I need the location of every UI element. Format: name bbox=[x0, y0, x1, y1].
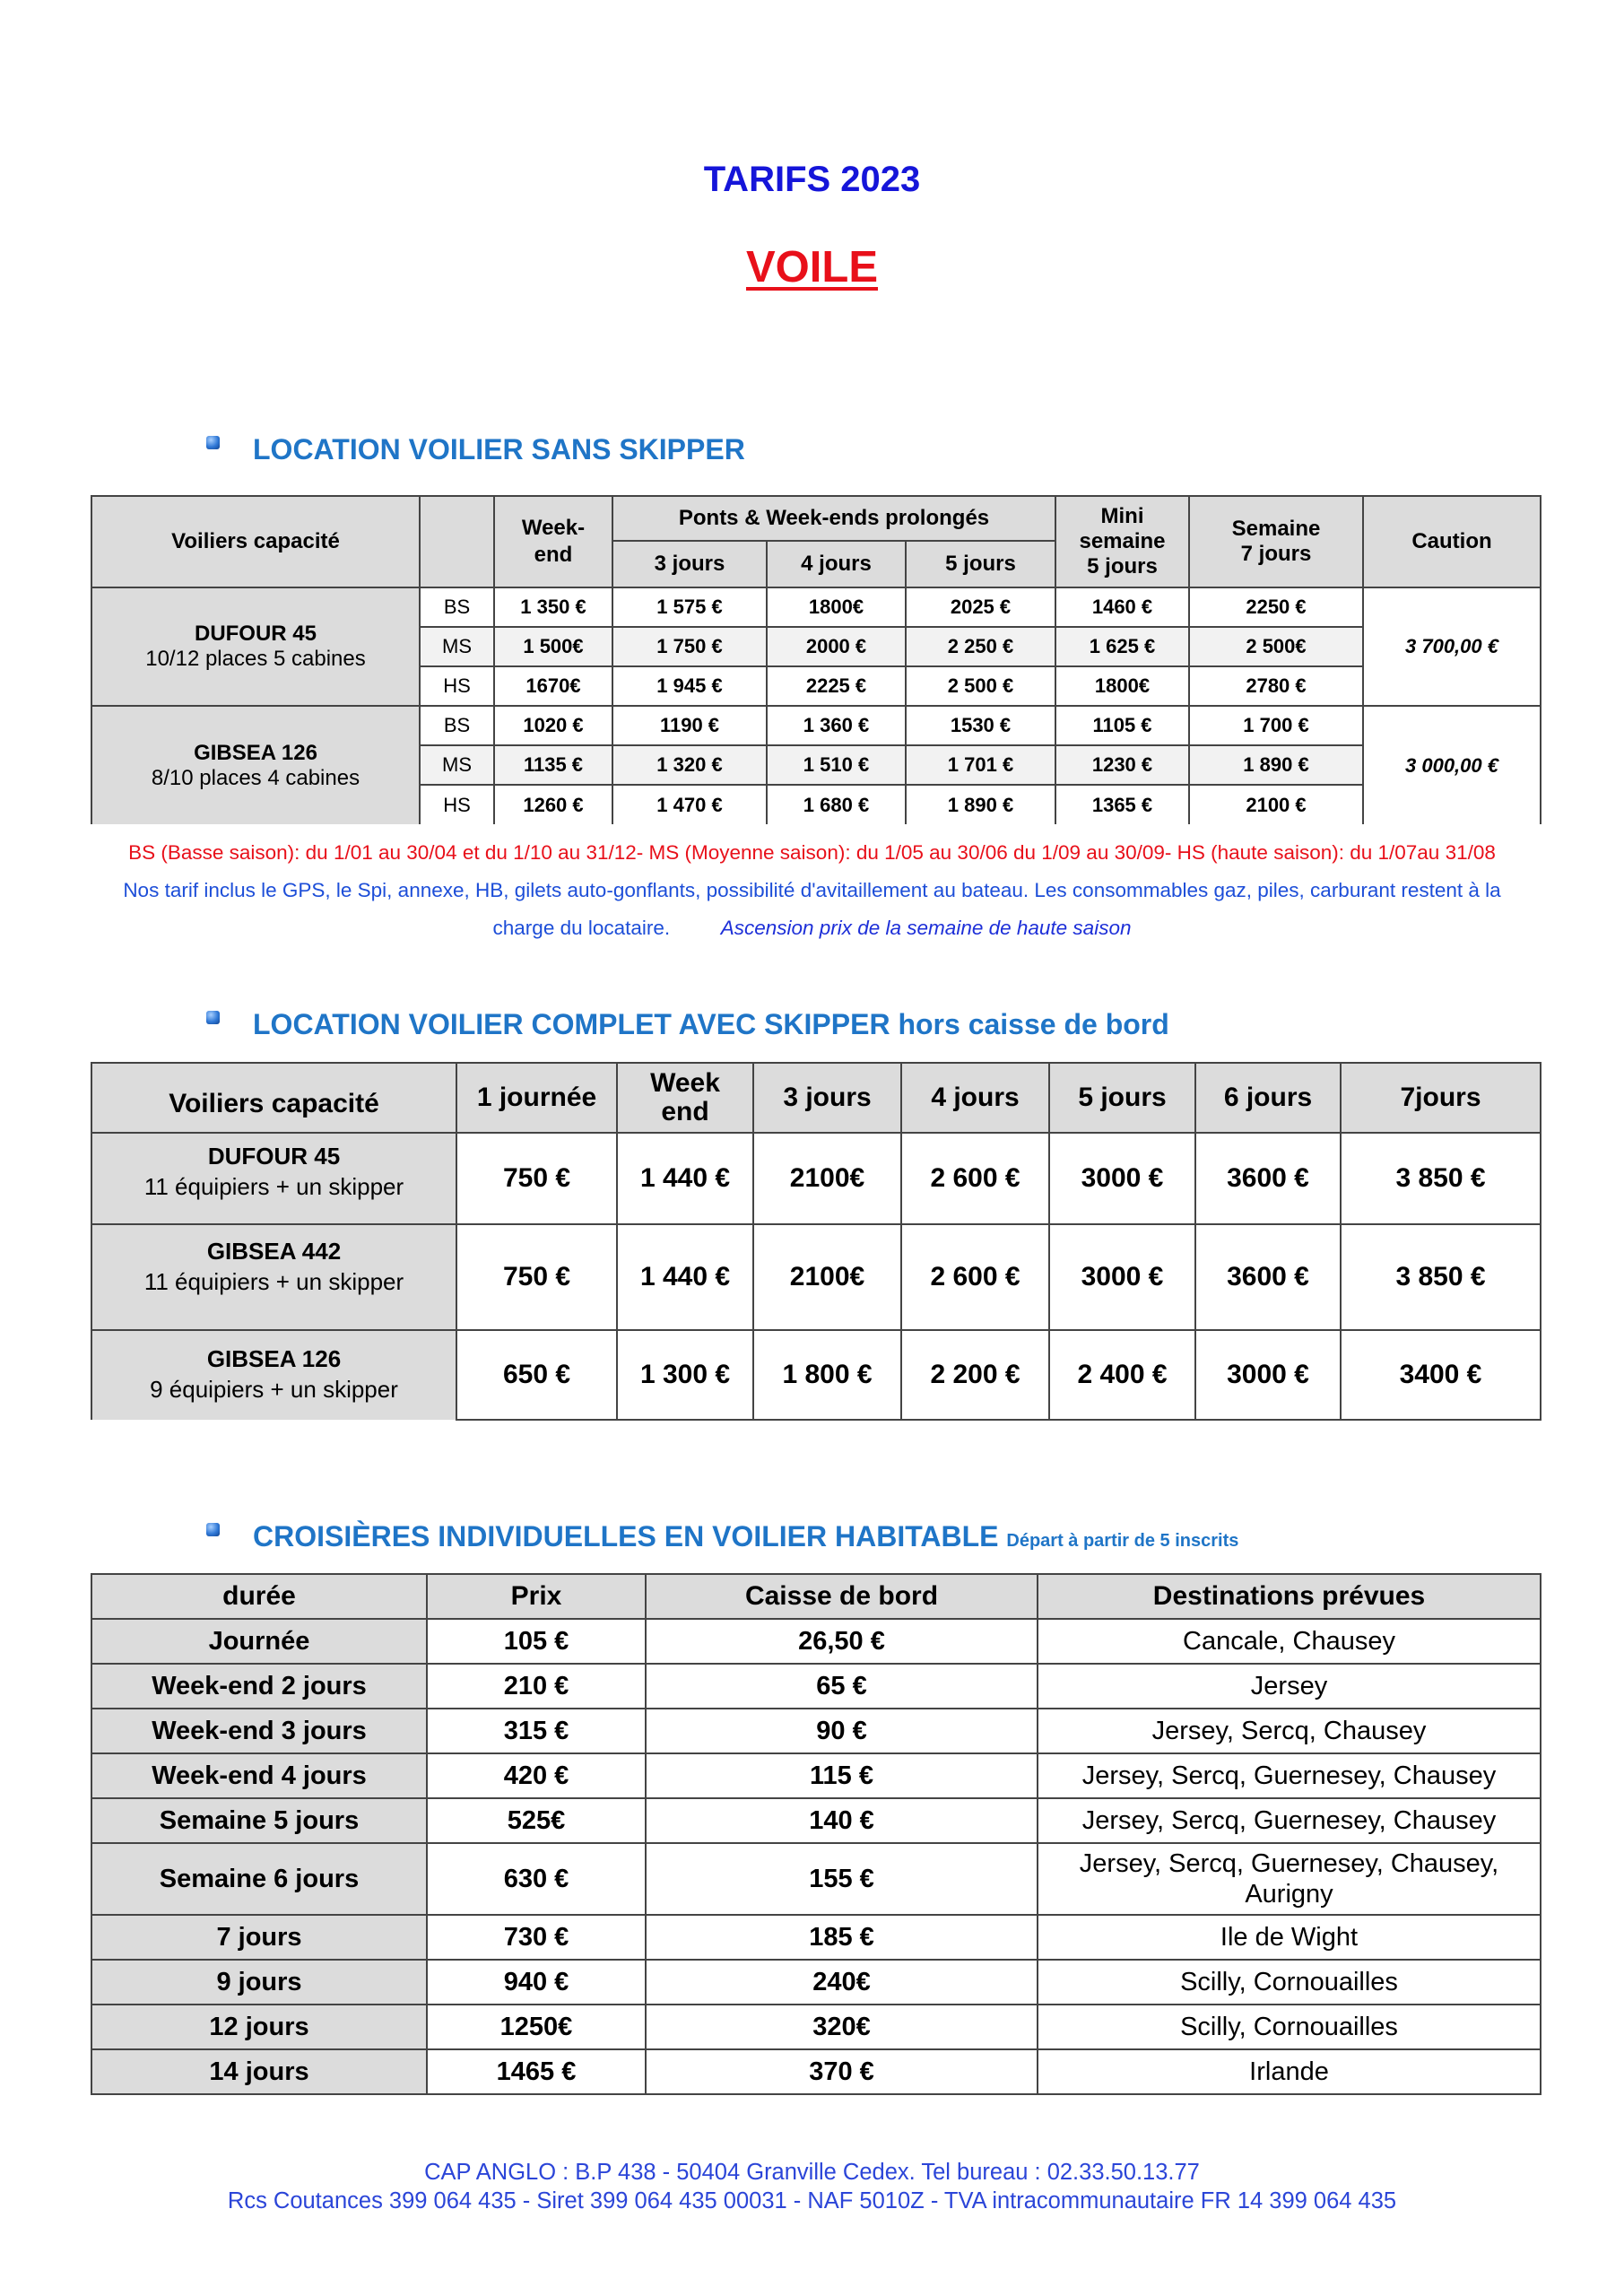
prix-cell: 315 € bbox=[427, 1709, 646, 1753]
price-cell: 2780 € bbox=[1189, 666, 1363, 706]
header-boat: Voiliers capacité bbox=[91, 496, 420, 587]
table-croisieres bbox=[91, 1573, 1541, 2095]
table-row bbox=[91, 1753, 1541, 1798]
section1-notes bbox=[0, 834, 1624, 947]
price-cell: 2100€ bbox=[753, 1133, 901, 1224]
duree-cell: 14 jours bbox=[91, 2049, 427, 2094]
table-location-sans-skipper bbox=[91, 495, 1541, 824]
header-3-jours: 3 jours bbox=[612, 541, 767, 587]
price-cell: 2 250 € bbox=[906, 627, 1055, 666]
table-row bbox=[91, 1330, 1541, 1420]
bullet-icon bbox=[206, 436, 220, 449]
caution-cell: 3 700,00 € bbox=[1363, 587, 1541, 706]
caisse-cell: 155 € bbox=[646, 1843, 1038, 1915]
duree-cell: Semaine 6 jours bbox=[91, 1843, 427, 1915]
boat-cell bbox=[91, 1133, 456, 1224]
season-label: MS bbox=[420, 745, 494, 785]
price-cell: 1 500€ bbox=[494, 627, 612, 666]
caisse-cell: 320€ bbox=[646, 2005, 1038, 2049]
duree-cell: Week-end 2 jours bbox=[91, 1664, 427, 1709]
header-week-end: Week end bbox=[617, 1063, 753, 1133]
destination-cell: Jersey bbox=[1038, 1664, 1541, 1709]
table-location-avec-skipper bbox=[91, 1062, 1541, 1421]
caisse-cell: 185 € bbox=[646, 1915, 1038, 1960]
price-cell: 1230 € bbox=[1055, 745, 1189, 785]
included-note: Nos tarif inclus le GPS, le Spi, annexe, HB, gilets auto-gonflants, possibilité d'avitaillement au bateau. Les consommables gaz, piles, carburant restent à la bbox=[123, 879, 1501, 901]
price-cell: 2025 € bbox=[906, 587, 1055, 627]
table-row bbox=[91, 706, 1541, 745]
price-cell: 2 600 € bbox=[901, 1133, 1049, 1224]
price-cell: 1 701 € bbox=[906, 745, 1055, 785]
section2-heading: LOCATION VOILIER COMPLET AVEC SKIPPER hors caisse de bord bbox=[253, 1008, 1169, 1040]
prix-cell: 1465 € bbox=[427, 2049, 646, 2094]
header-7-jours: 7jours bbox=[1341, 1063, 1541, 1133]
price-cell: 1 890 € bbox=[906, 785, 1055, 824]
caisse-cell: 370 € bbox=[646, 2049, 1038, 2094]
boat-crew: 11 équipiers + un skipper bbox=[143, 1173, 404, 1200]
price-cell: 2000 € bbox=[767, 627, 906, 666]
boat-crew: 11 équipiers + un skipper bbox=[143, 1268, 404, 1295]
destination-cell: Cancale, Chausey bbox=[1038, 1619, 1541, 1664]
section3-heading-note: Départ à partir de 5 inscrits bbox=[1006, 1531, 1239, 1551]
season-label: MS bbox=[420, 627, 494, 666]
boat-name: GIBSEA 126 bbox=[194, 740, 317, 765]
table-row bbox=[91, 1709, 1541, 1753]
destination-cell: Jersey, Sercq, Guernesey, Chausey, Aurigny bbox=[1038, 1843, 1541, 1915]
boat-cell bbox=[91, 1330, 456, 1420]
price-cell: 1 890 € bbox=[1189, 745, 1363, 785]
price-cell: 750 € bbox=[456, 1224, 617, 1330]
price-cell: 2100€ bbox=[753, 1224, 901, 1330]
header-weekend: Week- end bbox=[494, 496, 612, 587]
price-cell: 650 € bbox=[456, 1330, 617, 1420]
caisse-cell: 90 € bbox=[646, 1709, 1038, 1753]
header-destinations: Destinations prévues bbox=[1038, 1574, 1541, 1619]
season-label: HS bbox=[420, 785, 494, 824]
table-row bbox=[91, 1843, 1541, 1915]
footer bbox=[0, 2158, 1624, 2215]
header-3-jours: 3 jours bbox=[753, 1063, 901, 1133]
boat-name: DUFOUR 45 bbox=[194, 622, 317, 646]
price-cell: 1 470 € bbox=[612, 785, 767, 824]
price-cell: 2 600 € bbox=[901, 1224, 1049, 1330]
section3-heading bbox=[253, 1520, 1238, 1553]
price-cell: 1 575 € bbox=[612, 587, 767, 627]
table-row bbox=[91, 587, 1541, 627]
price-cell: 1 680 € bbox=[767, 785, 906, 824]
footer-legal: Rcs Coutances 399 064 435 - Siret 399 064 435 00031 - NAF 5010Z - TVA intracommunautaire FR 14 399 064 435 bbox=[227, 2188, 1397, 2213]
price-cell: 1190 € bbox=[612, 706, 767, 745]
boat-crew: 9 équipiers + un skipper bbox=[150, 1376, 398, 1403]
price-cell: 3600 € bbox=[1195, 1133, 1341, 1224]
caisse-cell: 115 € bbox=[646, 1753, 1038, 1798]
destination-cell: Ile de Wight bbox=[1038, 1915, 1541, 1960]
price-cell: 3600 € bbox=[1195, 1224, 1341, 1330]
header-5-jours: 5 jours bbox=[906, 541, 1055, 587]
header-1-journee: 1 journée bbox=[456, 1063, 617, 1133]
caisse-cell: 140 € bbox=[646, 1798, 1038, 1843]
caution-cell: 3 000,00 € bbox=[1363, 706, 1541, 824]
price-cell: 1800€ bbox=[767, 587, 906, 627]
header-ponts: Ponts & Week-ends prolongés bbox=[612, 496, 1055, 541]
seasons-note: BS (Basse saison): du 1/01 au 30/04 et du 1/10 au 31/12- MS (Moyenne saison): du 1/05 au 30/06 du 1/09 au 30/09- HS (haute saison): du 1/07au 31/08 bbox=[128, 841, 1496, 864]
price-cell: 1105 € bbox=[1055, 706, 1189, 745]
destination-cell: Irlande bbox=[1038, 2049, 1541, 2094]
boat-cell bbox=[91, 1224, 456, 1330]
included-note-line2 bbox=[0, 909, 1624, 947]
price-cell: 1260 € bbox=[494, 785, 612, 824]
header-caution: Caution bbox=[1363, 496, 1541, 587]
duree-cell: 12 jours bbox=[91, 2005, 427, 2049]
season-label: BS bbox=[420, 587, 494, 627]
header-4-jours: 4 jours bbox=[901, 1063, 1049, 1133]
price-cell: 2 500€ bbox=[1189, 627, 1363, 666]
table-row bbox=[91, 1960, 1541, 2005]
table-row bbox=[91, 1619, 1541, 1664]
price-cell: 1365 € bbox=[1055, 785, 1189, 824]
page-subtitle: VOILE bbox=[745, 243, 879, 291]
header-semaine: Semaine 7 jours bbox=[1189, 496, 1363, 587]
included-note-end: charge du locataire. bbox=[492, 917, 671, 939]
duree-cell: Week-end 4 jours bbox=[91, 1753, 427, 1798]
caisse-cell: 26,50 € bbox=[646, 1619, 1038, 1664]
table-row bbox=[91, 1915, 1541, 1960]
price-cell: 1 320 € bbox=[612, 745, 767, 785]
header-duree: durée bbox=[91, 1574, 427, 1619]
header-6-jours: 6 jours bbox=[1195, 1063, 1341, 1133]
ascension-note: Ascension prix de la semaine de haute saison bbox=[720, 917, 1132, 939]
bullet-icon bbox=[206, 1523, 220, 1536]
prix-cell: 105 € bbox=[427, 1619, 646, 1664]
boat-cell bbox=[91, 706, 420, 824]
table-row bbox=[91, 2049, 1541, 2094]
table-row bbox=[91, 1133, 1541, 1224]
boat-cell bbox=[91, 587, 420, 706]
boat-name: GIBSEA 126 bbox=[206, 1345, 342, 1372]
bullet-icon bbox=[206, 1011, 220, 1024]
price-cell: 750 € bbox=[456, 1133, 617, 1224]
header-season bbox=[420, 496, 494, 587]
footer-address: CAP ANGLO : B.P 438 - 50404 Granville Cedex. Tel bureau : 02.33.50.13.77 bbox=[424, 2160, 1200, 2185]
boat-name: DUFOUR 45 bbox=[207, 1143, 341, 1170]
prix-cell: 1250€ bbox=[427, 2005, 646, 2049]
duree-cell: Semaine 5 jours bbox=[91, 1798, 427, 1843]
price-cell: 2100 € bbox=[1189, 785, 1363, 824]
destination-cell: Scilly, Cornouailles bbox=[1038, 2005, 1541, 2049]
table-row bbox=[91, 1798, 1541, 1843]
header-caisse: Caisse de bord bbox=[646, 1574, 1038, 1619]
price-cell: 1 945 € bbox=[612, 666, 767, 706]
prix-cell: 940 € bbox=[427, 1960, 646, 2005]
header-boat: Voiliers capacité bbox=[91, 1063, 456, 1133]
header-prix: Prix bbox=[427, 1574, 646, 1619]
table-row bbox=[91, 1224, 1541, 1330]
price-cell: 1 700 € bbox=[1189, 706, 1363, 745]
price-cell: 2 200 € bbox=[901, 1330, 1049, 1420]
page-title: TARIFS 2023 bbox=[703, 160, 921, 199]
table-row bbox=[91, 1664, 1541, 1709]
price-cell: 2 400 € bbox=[1049, 1330, 1195, 1420]
price-cell: 1 440 € bbox=[617, 1224, 753, 1330]
price-cell: 1135 € bbox=[494, 745, 612, 785]
price-cell: 3 850 € bbox=[1341, 1224, 1541, 1330]
price-cell: 2 500 € bbox=[906, 666, 1055, 706]
boat-name: GIBSEA 442 bbox=[206, 1238, 342, 1265]
boat-capacity: 10/12 places 5 cabines bbox=[145, 647, 366, 671]
price-cell: 1800€ bbox=[1055, 666, 1189, 706]
price-cell: 2250 € bbox=[1189, 587, 1363, 627]
caisse-cell: 65 € bbox=[646, 1664, 1038, 1709]
duree-cell: Journée bbox=[91, 1619, 427, 1664]
duree-cell: 7 jours bbox=[91, 1915, 427, 1960]
price-cell: 3400 € bbox=[1341, 1330, 1541, 1420]
header-5-jours: 5 jours bbox=[1049, 1063, 1195, 1133]
boat-capacity: 8/10 places 4 cabines bbox=[151, 765, 360, 790]
price-cell: 1670€ bbox=[494, 666, 612, 706]
prix-cell: 630 € bbox=[427, 1843, 646, 1915]
prix-cell: 730 € bbox=[427, 1915, 646, 1960]
price-cell: 3000 € bbox=[1195, 1330, 1341, 1420]
header-4-jours: 4 jours bbox=[767, 541, 906, 587]
prix-cell: 420 € bbox=[427, 1753, 646, 1798]
price-cell: 3000 € bbox=[1049, 1133, 1195, 1224]
price-cell: 2225 € bbox=[767, 666, 906, 706]
price-cell: 1 800 € bbox=[753, 1330, 901, 1420]
price-cell: 3 850 € bbox=[1341, 1133, 1541, 1224]
price-cell: 1530 € bbox=[906, 706, 1055, 745]
prix-cell: 210 € bbox=[427, 1664, 646, 1709]
section1-heading: LOCATION VOILIER SANS SKIPPER bbox=[253, 433, 745, 465]
section3-heading-text: CROISIÈRES INDIVIDUELLES EN VOILIER HABITABLE bbox=[253, 1520, 999, 1552]
destination-cell: Jersey, Sercq, Guernesey, Chausey bbox=[1038, 1753, 1541, 1798]
price-cell: 1460 € bbox=[1055, 587, 1189, 627]
destination-cell: Scilly, Cornouailles bbox=[1038, 1960, 1541, 2005]
price-cell: 1 360 € bbox=[767, 706, 906, 745]
destination-cell: Jersey, Sercq, Chausey bbox=[1038, 1709, 1541, 1753]
header-mini-semaine: Mini semaine 5 jours bbox=[1055, 496, 1189, 587]
price-cell: 1 625 € bbox=[1055, 627, 1189, 666]
price-cell: 1 510 € bbox=[767, 745, 906, 785]
prix-cell: 525€ bbox=[427, 1798, 646, 1843]
price-cell: 1 750 € bbox=[612, 627, 767, 666]
duree-cell: Week-end 3 jours bbox=[91, 1709, 427, 1753]
price-cell: 1 300 € bbox=[617, 1330, 753, 1420]
destination-cell: Jersey, Sercq, Guernesey, Chausey bbox=[1038, 1798, 1541, 1843]
season-label: HS bbox=[420, 666, 494, 706]
price-cell: 1 440 € bbox=[617, 1133, 753, 1224]
season-label: BS bbox=[420, 706, 494, 745]
price-cell: 1020 € bbox=[494, 706, 612, 745]
duree-cell: 9 jours bbox=[91, 1960, 427, 2005]
caisse-cell: 240€ bbox=[646, 1960, 1038, 2005]
price-cell: 1 350 € bbox=[494, 587, 612, 627]
price-cell: 3000 € bbox=[1049, 1224, 1195, 1330]
table-row bbox=[91, 2005, 1541, 2049]
